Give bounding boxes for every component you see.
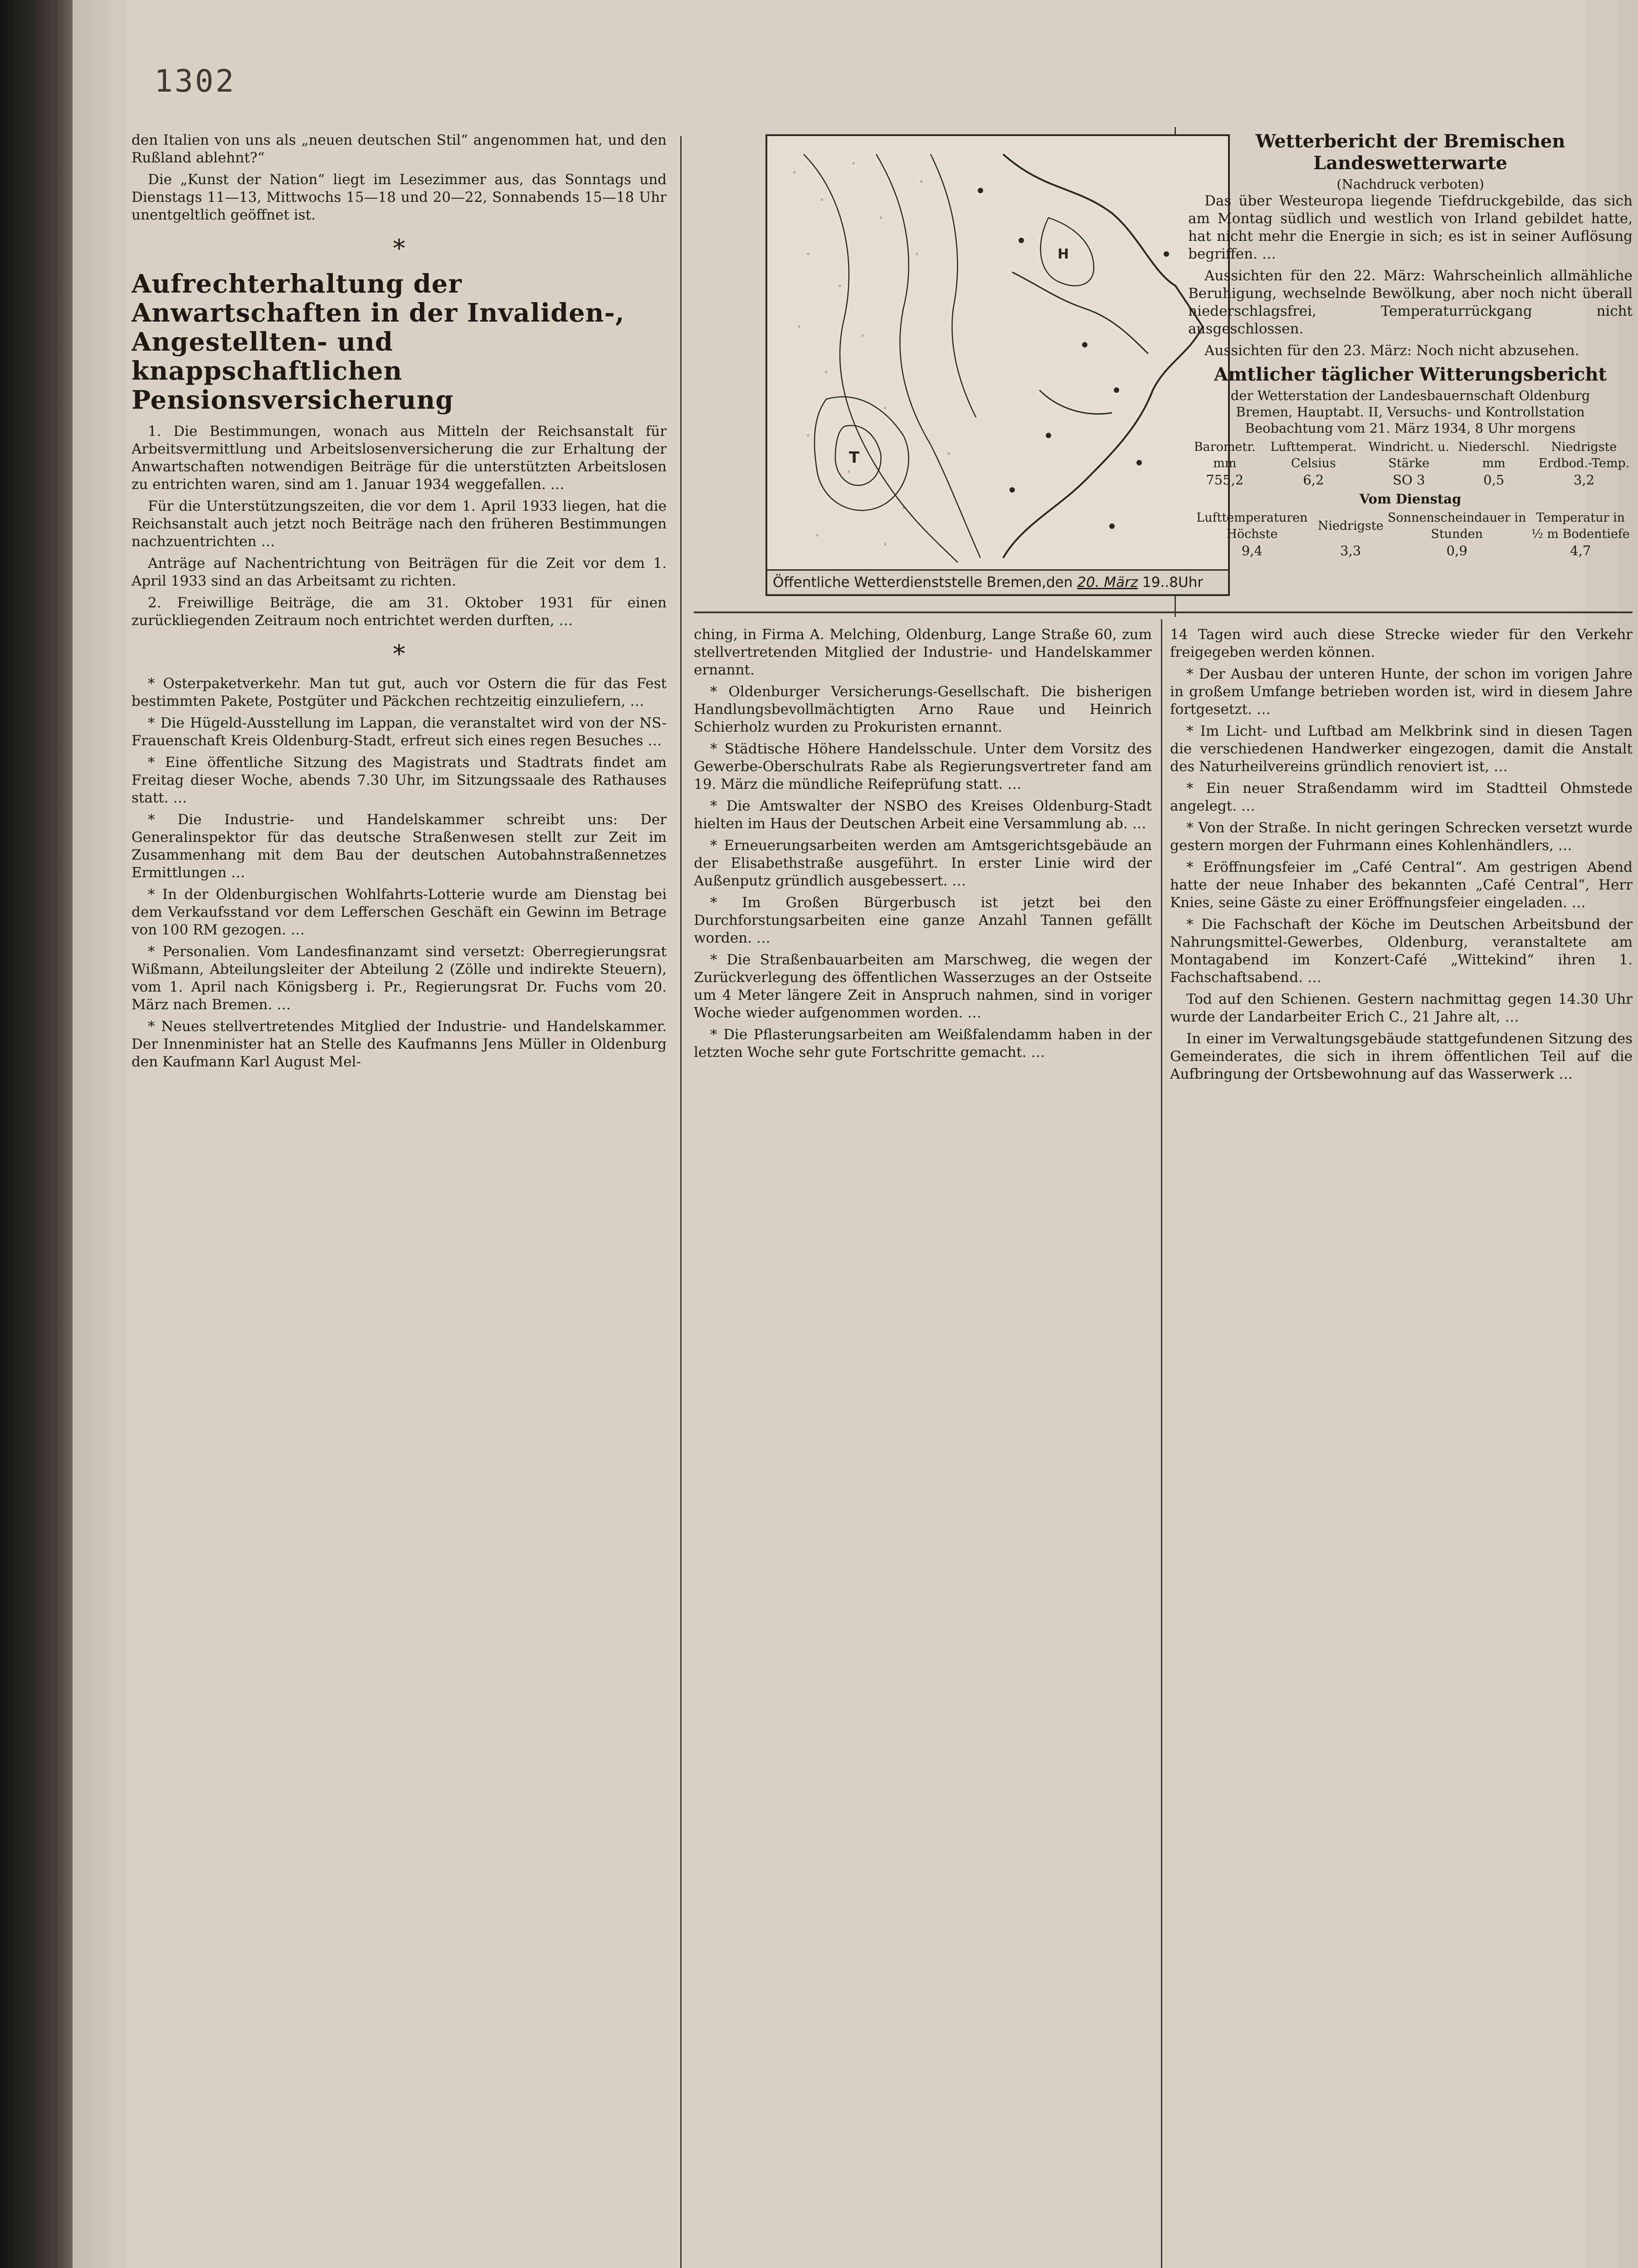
column-4 bbox=[1170, 626, 1633, 2268]
news-item-continued: 14 Tagen wird auch diese Strecke wieder für den Verkehr freigegeben werden können. bbox=[1170, 626, 1633, 660]
table-cell: 9,4 bbox=[1241, 543, 1263, 558]
weather-outlook-2: Aussichten für den 23. März: Noch nicht abzusehen. bbox=[1204, 342, 1580, 359]
table-header: Niederschl. mm bbox=[1458, 440, 1530, 470]
weather-report-column bbox=[1188, 127, 1633, 608]
news-item-gemeinderat: In einer im Verwaltungsgebäude stattgefundenen Sitzung des Gemeinderates, die sich in ihrem öffentlichen Teil auf die Aufbringung der Ortsbewohnung auf das Wasserwerk … bbox=[1170, 1031, 1633, 1082]
news-item-cafe-central: * Eröffnungsfeier im „Café Central“. Am gestrigen Abend hatte der neue Inhaber des bekannten „Café Central“, Herr Knies, seine Gäste zu einer Eröffnungsfeier eingeladen. … bbox=[1170, 859, 1633, 911]
news-item-huegeld: * Die Hügeld-Ausstellung im Lappan, die veranstaltet wird von der NS-Frauenschaft Kreis Oldenburg-Stadt, erfreut sich eines regen Besuches … bbox=[132, 715, 667, 749]
map-low-pressure-label: T bbox=[849, 449, 860, 467]
news-item-schienen: Tod auf den Schienen. Gestern nachmittag gegen 14.30 Uhr wurde der Landarbeiter Erich C., 21 Jahre alt, … bbox=[1170, 991, 1633, 1025]
article-headline: Aufrechterhaltung der Anwartschaften in der Invaliden-, Angestellten- und knappschaftlichen Pensionsversicherung bbox=[132, 269, 625, 415]
table-header: Lufttemperaturen Höchste bbox=[1196, 511, 1308, 541]
news-item-von-der-strasse: * Von der Straße. In nicht geringen Schrecken versetzt wurde gestern morgen der Fuhrmann eines Kohlenhändlers, … bbox=[1170, 820, 1633, 854]
article-paragraph: 1. Die Bestimmungen, wonach aus Mitteln der Reichsanstalt für Arbeitsvermittlung und Arbeitslosenversicherung die zur Erhaltung der Anwartschaften notwendigen Beiträge für die unterstützten Arbeitslosen zu entrichten waren, sind am 1. Januar 1934 weggefallen. … bbox=[132, 423, 667, 493]
news-item-hunte: * Der Ausbau der unteren Hunte, der schon im vorigen Jahre in großem Umfange betrieben worden ist, wird in diesem Jahre fortgesetzt. … bbox=[1170, 666, 1633, 718]
table-cell: 3,2 bbox=[1573, 472, 1594, 488]
table-header: Sonnenscheindauer in Stunden bbox=[1387, 511, 1526, 541]
table-cell: 4,7 bbox=[1570, 543, 1591, 558]
weather-report-body: Das über Westeuropa liegende Tiefdruckgebilde, das sich am Montag südlich und westlich von Irland gebildet hatte, hat nicht mehr die Energie in sich; es ist in seiner Auflösung begriffen. … bbox=[1188, 193, 1633, 262]
table-cell: SO 3 bbox=[1393, 472, 1425, 488]
news-item-amtsgericht: * Erneuerungsarbeiten werden am Amtsgerichtsgebäude an der Elisabethstraße ausgeführt. In erster Linie wird der Außenputz gründlich ausgebessert. … bbox=[694, 837, 1152, 889]
table-header: Niedrigste Erdbod.-Temp. bbox=[1538, 440, 1630, 470]
table-cell: 0,9 bbox=[1446, 543, 1467, 558]
news-item-lotterie: * In der Oldenburgischen Wohlfahrts-Lotterie wurde am Dienstag bei dem Verkaufsstand vor dem Lefferschen Geschäft ein Gewinn im Betrage von 100 RM gezogen. … bbox=[132, 886, 667, 938]
article-paragraph: Anträge auf Nachentrichtung von Beiträgen für die Zeit vor dem 1. April 1933 sind an das Arbeitsamt zu richten. bbox=[132, 555, 667, 589]
map-caption-date: 20. März bbox=[1077, 574, 1138, 591]
weather-outlook-1: Aussichten für den 22. März: Wahrscheinlich allmähliche Beruhigung, wechselnde Bewölkung, aber noch nicht überall niederschlagsfrei, Temperaturrückgang nicht ausgeschlossen. bbox=[1188, 268, 1633, 337]
station-report-subtitle-2: Bremen, Hauptabt. II, Versuchs- und Kontrollstation bbox=[1236, 404, 1585, 420]
weather-report-title: Wetterbericht der Bremischen Landeswetterwarte bbox=[1255, 131, 1565, 174]
news-item-continued: ching, in Firma A. Melching, Oldenburg, Lange Straße 60, zum stellvertretenden Mitglied der Industrie- und Handelskammer ernannt. bbox=[694, 626, 1152, 678]
news-item-buergerbusch: * Im Großen Bürgerbusch ist jetzt bei den Durchforstungsarbeiten eine ganze Anzahl Tannen gefällt worden. … bbox=[694, 894, 1152, 946]
column-divider-2 bbox=[1161, 619, 1162, 2268]
table-header: Barometr. mm bbox=[1194, 440, 1256, 470]
map-caption-time: 19..8Uhr bbox=[1142, 574, 1203, 591]
table-header: Niedrigste bbox=[1317, 519, 1384, 533]
weather-map bbox=[765, 134, 1230, 596]
table-header: Windricht. u. Stärke bbox=[1368, 440, 1450, 470]
news-item-osterpaket: * Osterpaketverkehr. Man tut gut, auch vor Ostern die für das Fest bestimmten Pakete, Postgüter und Päckchen rechtzeitig einzuliefern, … bbox=[132, 675, 667, 709]
table-cell: 6,2 bbox=[1303, 472, 1324, 488]
newspaper-page bbox=[73, 0, 1638, 2268]
news-item-handelsschule: * Städtische Höhere Handelsschule. Unter dem Vorsitz des Gewerbe-Oberschulrats Rabe als Regierungsvertreter fand am 19. März die mündliche Reifeprüfung statt. … bbox=[694, 741, 1152, 792]
weather-map-caption bbox=[767, 569, 1228, 594]
weather-map-drawing bbox=[767, 136, 1224, 567]
table-cell: 755,2 bbox=[1206, 472, 1244, 488]
station-report-subtitle-1: der Wetterstation der Landesbauernschaft Oldenburg bbox=[1230, 388, 1590, 403]
map-high-pressure-label: H bbox=[1058, 246, 1069, 262]
news-item-versicherung: * Oldenburger Versicherungs-Gesellschaft. Die bisherigen Handlungsbevollmächtigten Arno Raue und Heinrich Schierholz wurden zu Prokuristen ernannt. bbox=[694, 684, 1152, 735]
weather-report-subtitle: (Nachdruck verboten) bbox=[1336, 176, 1484, 192]
news-item-nsbo: * Die Amtswalter der NSBO des Kreises Oldenburg-Stadt hielten im Haus der Deutschen Arbeit eine Versammlung ab. … bbox=[694, 798, 1152, 832]
table-cell: 0,5 bbox=[1483, 472, 1505, 488]
news-item-luftbad: * Im Licht- und Luftbad am Melkbrink sind in diesen Tagen die verschiedenen Handwerker eingezogen, damit die Anstalt des Naturheilvereins gründlich renoviert ist, … bbox=[1170, 723, 1633, 775]
column-1 bbox=[132, 132, 667, 2268]
article-paragraph: 2. Freiwillige Beiträge, die am 31. Oktober 1931 für einen zurückliegenden Zeitraum noch entrichtet werden durften, … bbox=[132, 595, 667, 629]
horizontal-rule-under-map bbox=[694, 611, 1633, 613]
weather-table-today bbox=[1188, 439, 1633, 488]
news-item-personalien: * Personalien. Vom Landesfinanzamt sind versetzt: Oberregierungsrat Wißmann, Abteilungsleiter der Abteilung 2 (Zölle und indirekte Steuern), vom 1. April nach Königsberg i. Pr., Regierungsrat Dr. Fuchs vom 20. März nach Bremen. … bbox=[132, 943, 667, 1013]
weather-table-yesterday bbox=[1188, 510, 1633, 559]
yesterday-heading: Vom Dienstag bbox=[1359, 491, 1462, 507]
column-divider-1 bbox=[680, 136, 682, 2268]
table-header: Lufttemperat. Celsius bbox=[1270, 440, 1357, 470]
news-item-fachschaft: * Die Fachschaft der Köche im Deutschen Arbeitsbund der Nahrungsmittel-Gewerbes, Oldenburg, veranstaltete am Montagabend im Konzert-Café „Wittekind“ ihren 1. Fachschaftsabend. … bbox=[1170, 916, 1633, 986]
news-item-marschweg: * Die Straßenbauarbeiten am Marschweg, die wegen der Zurückverlegung des öffentlichen Wasserzuges an der Ostseite um 4 Meter längere Zeit in Anspruch nahmen, sind in voriger Woche wieder aufgenommen worden. … bbox=[694, 952, 1152, 1021]
news-item-weissfalendamm: * Die Pflasterungsarbeiten am Weißfalendamm haben in der letzten Woche sehr gute Fortschritte gemacht. … bbox=[694, 1026, 1152, 1061]
table-header: Temperatur in ½ m Bodentiefe bbox=[1531, 511, 1630, 541]
news-item-mitglied: * Neues stellvertretendes Mitglied der Industrie- und Handelskammer. Der Innenminister hat an Stelle des Kaufmanns Jens Müller in Oldenburg den Kaufmann Karl August Mel- bbox=[132, 1018, 667, 1070]
page-number: 1302 bbox=[154, 64, 236, 99]
intro-text: den Italien von uns als „neuen deutschen Stil“ angenommen hat, und den Rußland ablehnt?“ bbox=[132, 132, 667, 166]
intro-text-2: Die „Kunst der Nation“ liegt im Lesezimmer aus, das Sonntags und Dienstags 11—13, Mittwochs 15—18 und 20—22, Sonnabends 15—18 Uhr unentgeltlich geöffnet ist. bbox=[132, 171, 667, 223]
section-separator-star: * bbox=[393, 234, 405, 263]
news-item-industrie: * Die Industrie- und Handelskammer schreibt uns: Der Generalinspektor für das deutsche Straßenwesen stellt zur Zeit im Zusammenhang mit dem Bau der deutschen Autobahnstraßennetzes Ermittlungen … bbox=[132, 811, 667, 881]
news-item-magistrat: * Eine öffentliche Sitzung des Magistrats und Stadtrats findet am Freitag dieser Woche, abends 7.30 Uhr, im Sitzungssaale des Rathauses statt. … bbox=[132, 754, 667, 806]
map-caption-text: Öffentliche Wetterdienststelle Bremen,den bbox=[773, 574, 1073, 591]
observation-line: Beobachtung vom 21. März 1934, 8 Uhr morgens bbox=[1245, 420, 1576, 436]
book-binding-edge bbox=[0, 0, 73, 2268]
table-cell: 3,3 bbox=[1340, 543, 1361, 558]
article-paragraph: Für die Unterstützungszeiten, die vor dem 1. April 1933 liegen, hat die Reichsanstalt auch jetzt noch Beiträge nach den früheren Bestimmungen nachzuentrichten … bbox=[132, 498, 667, 550]
news-item-strassendamm: * Ein neuer Straßendamm wird im Stadtteil Ohmstede angelegt. … bbox=[1170, 780, 1633, 814]
section-separator-star: * bbox=[393, 640, 405, 668]
station-report-title: Amtlicher täglicher Witterungsbericht bbox=[1214, 364, 1607, 385]
column-3 bbox=[694, 626, 1152, 2268]
